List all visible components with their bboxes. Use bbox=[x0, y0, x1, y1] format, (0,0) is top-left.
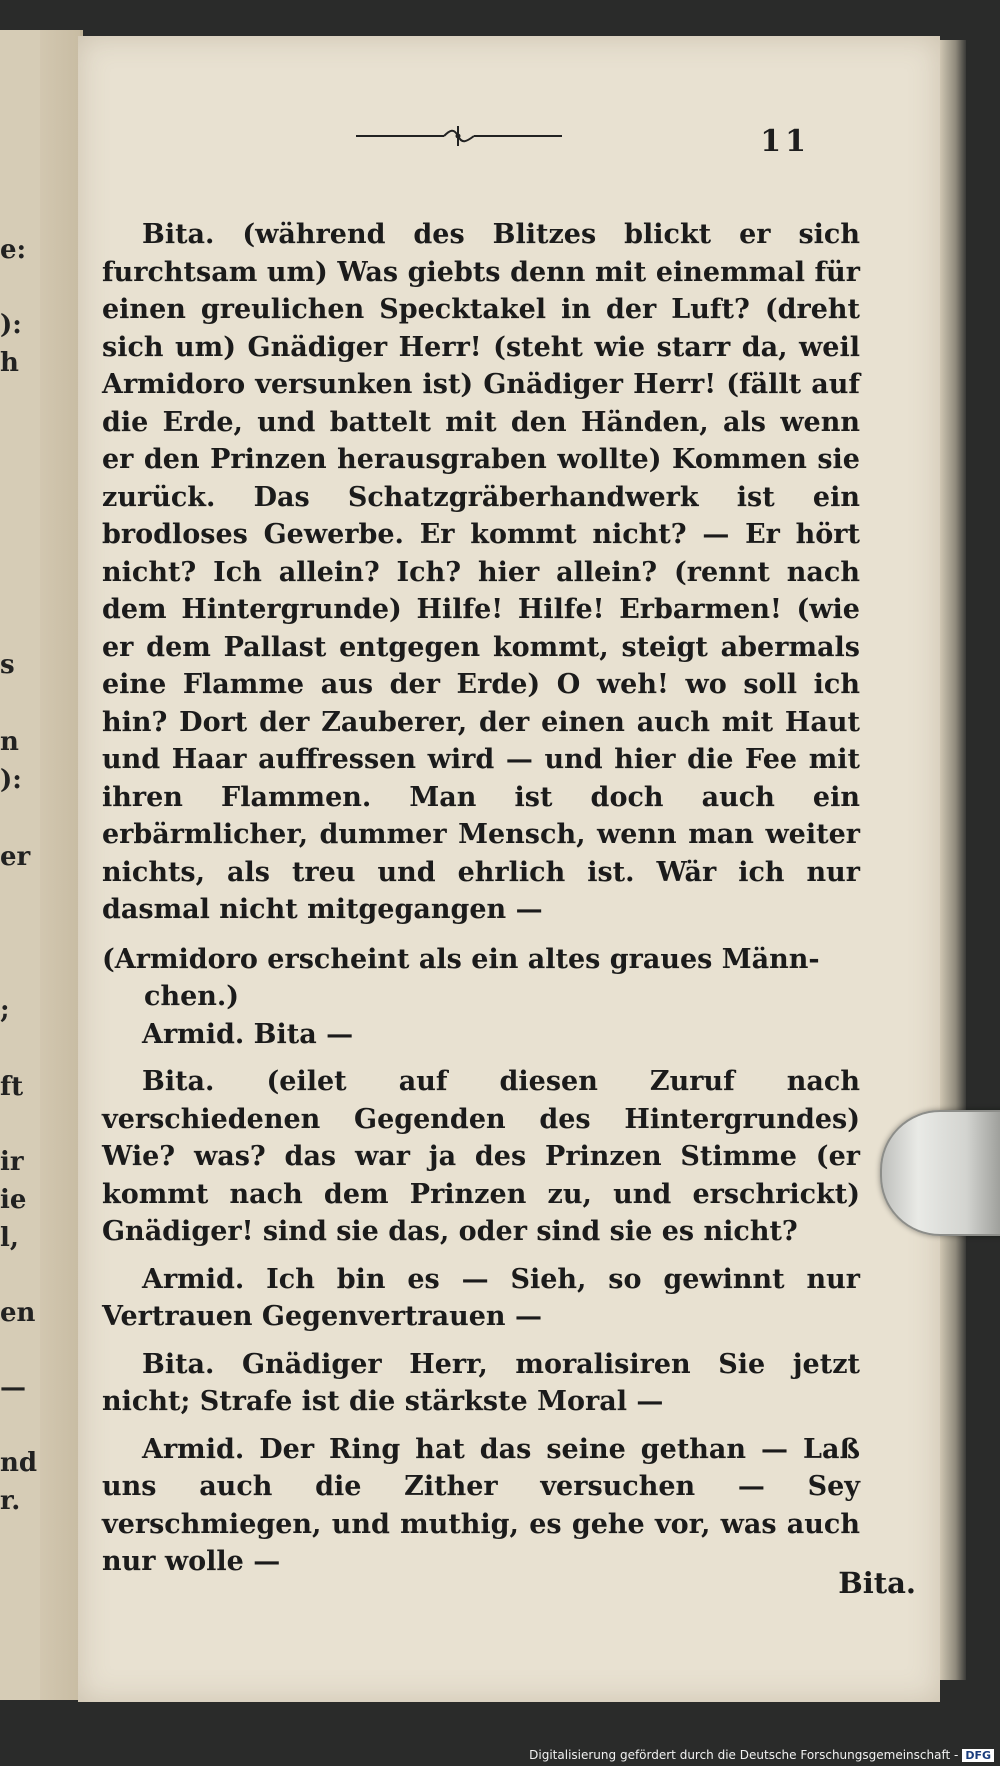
left-fragment: en bbox=[0, 1298, 36, 1328]
left-fragment: er bbox=[0, 842, 31, 872]
digitization-credit bbox=[529, 1748, 994, 1762]
speech-paragraph: Armid. Ich bin es — Sieh, so gewinnt nur Vertrauen Gegenvertrauen — bbox=[102, 1263, 860, 1332]
dfg-logo: DFG bbox=[962, 1749, 994, 1762]
left-fragment: ): bbox=[0, 765, 22, 795]
page-edge-shadow bbox=[940, 40, 966, 1680]
left-fragment: r. bbox=[0, 1486, 21, 1516]
ornament-rule-icon bbox=[354, 124, 564, 148]
left-fragment: ): bbox=[0, 310, 22, 340]
page-clip bbox=[880, 1110, 1000, 1236]
left-fragment: ie bbox=[0, 1185, 27, 1215]
credit-text: Digitalisierung gefördert durch die Deutsche Forschungsgemeinschaft - bbox=[529, 1748, 959, 1762]
left-fragment: ft bbox=[0, 1072, 24, 1102]
left-fragment: l, bbox=[0, 1223, 19, 1253]
speech-paragraph: Armid. Der Ring hat das seine gethan — Laß uns auch die Zither versuchen — Sey verschmiegen, und muthig, es gehe vor, was auch nur wolle — bbox=[102, 1433, 860, 1577]
stage-direction bbox=[102, 941, 860, 1016]
left-fragment: h bbox=[0, 348, 19, 378]
left-fragment: ; bbox=[0, 995, 10, 1025]
speech-paragraph: Bita. Gnädiger Herr, moralisiren Sie jetzt nicht; Strafe ist die stärkste Moral — bbox=[102, 1348, 860, 1417]
speech-paragraph: Armid. Bita — bbox=[142, 1018, 354, 1050]
page-number: 11 bbox=[760, 124, 810, 159]
left-fragment: nd bbox=[0, 1448, 38, 1478]
facing-page-edge bbox=[0, 30, 83, 1700]
left-fragment: s bbox=[0, 650, 15, 680]
gutter-shadow bbox=[40, 30, 80, 1700]
stage-direction-line: chen.) bbox=[144, 981, 240, 1012]
left-fragment: e: bbox=[0, 235, 27, 265]
running-header bbox=[270, 118, 870, 158]
page-body bbox=[102, 216, 860, 1581]
left-fragment: n bbox=[0, 727, 19, 757]
stage-direction-line: (Armidoro erscheint als ein altes graues Männ- bbox=[102, 943, 820, 975]
left-fragment: — bbox=[0, 1373, 26, 1403]
left-fragment: ir bbox=[0, 1147, 24, 1177]
catchword: Bita. bbox=[838, 1566, 916, 1600]
speech-paragraph: Bita. (während des Blitzes blickt er sich furchtsam um) Was giebts denn mit einemmal für einen greulichen Specktakel in der Luft? (dreht sich um) Gnädiger Herr! (steht wie starr da, weil Armidoro versunken ist) Gnädiger Herr! (fällt auf die Erde, und battelt mit den Händen, als wenn er den Prinzen herausgraben wollte) Kommen sie zurück. Das Schatzgräberhandwerk ist ein brodloses Gewerbe. Er kommt nicht? — Er hört nicht? Ich allein? Ich? hier allein? (rennt nach dem Hintergrunde) Hilfe! Hilfe! Erbarmen! (wie er dem Pallast entgegen kommt, steigt abermals eine Flamme aus der Erde) O weh! wo soll ich hin? Dort der Zauberer, der einen auch mit Haut und Haar auffressen wird — und hier die Fee mit ihren Flammen. Man ist doch auch ein erbärmlicher, dummer Mensch, wenn man weiter nichts, als treu und ehrlich ist. Wär ich nur dasmal nicht mitgegangen — bbox=[102, 219, 860, 925]
speech-paragraph: Bita. (eilet auf diesen Zuruf nach verschiedenen Gegenden des Hintergrundes) Wie? was? das war ja des Prinzen Stimme (er kommt nach dem Prinzen zu, und erschrickt) Gnädiger! sind sie das, oder sind sie es nicht? bbox=[102, 1066, 860, 1247]
